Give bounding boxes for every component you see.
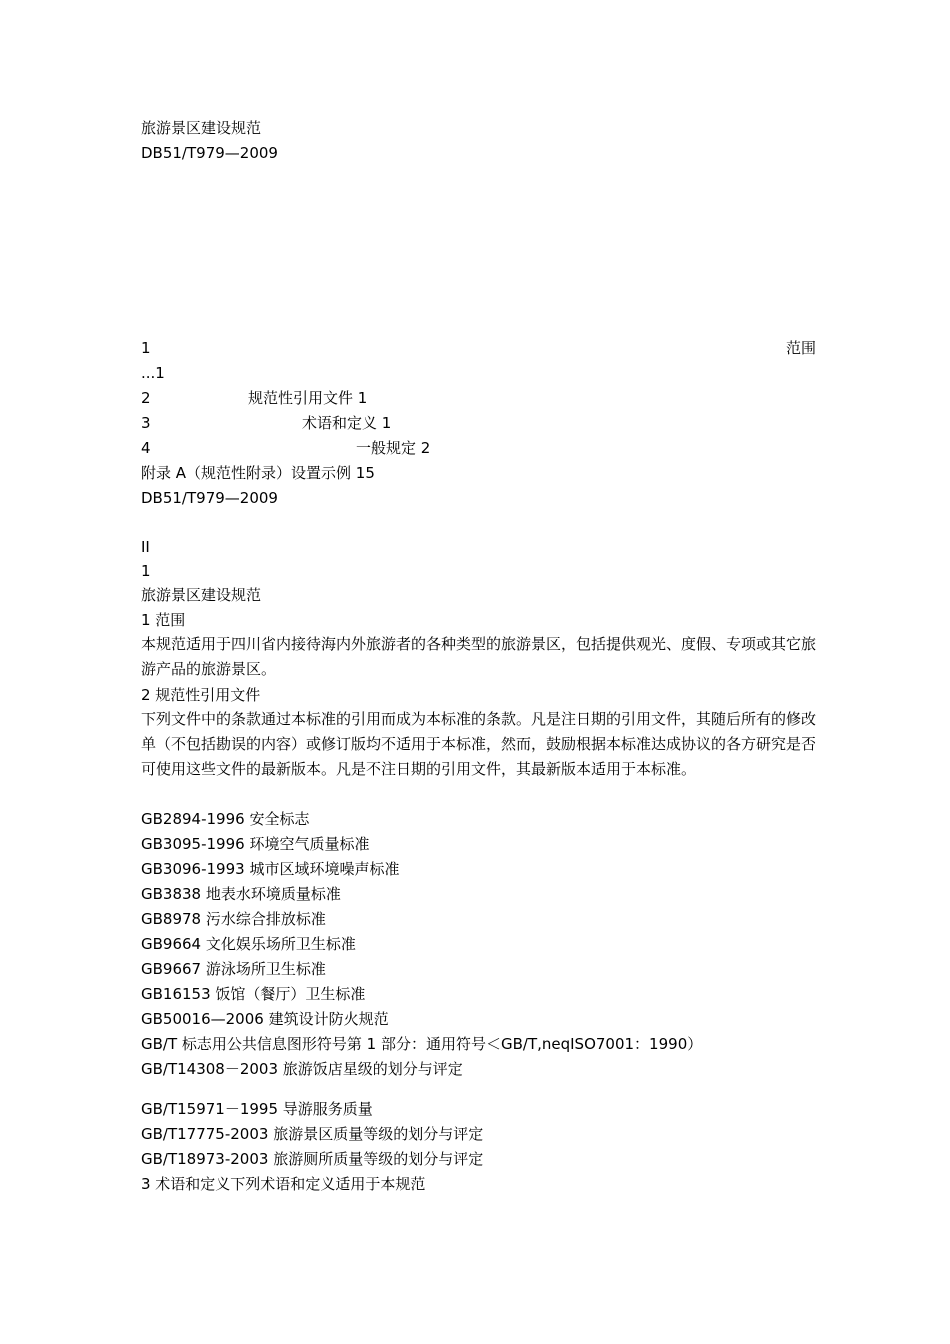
page-number-roman: II [141, 538, 150, 556]
body-title: 旅游景区建设规范 [141, 586, 262, 604]
reference-item: GB/T 标志用公共信息图形符号第 1 部分：通用符号＜GB/T,neqISO7001：1990） [141, 1035, 703, 1053]
reference-item: GB16153 饭馆（餐厅）卫生标准 [141, 985, 366, 1003]
section-2-text: 下列文件中的条款通过本标准的引用而成为本标准的条款。凡是注日期的引用文件，其随后所有的修改单（不包括勘误的内容）或修订版均不适用于本标准，然而，鼓励根据本标准达成协议的各方研究是否可使用这些文件的最新版本。凡是不注日期的引用文件，其最新版本适用于本标准。 [141, 710, 817, 778]
reference-item: GB/T14308－2003 旅游饭店星级的划分与评定 [141, 1060, 463, 1078]
reference-item: GB50016—2006 建筑设计防火规范 [141, 1010, 389, 1028]
toc-entry-3-number: 3 [141, 414, 151, 432]
toc-entry-3-title: 术语和定义 1 [302, 414, 392, 432]
reference-item: GB3096-1993 城市区域环境噪声标准 [141, 860, 400, 878]
reference-item: GB9664 文化娱乐场所卫生标准 [141, 935, 356, 953]
reference-item: GB/T18973-2003 旅游厕所质量等级的划分与评定 [141, 1150, 484, 1168]
reference-item: GB3095-1996 环境空气质量标准 [141, 835, 370, 853]
document-code: DB51/T979—2009 [141, 144, 278, 162]
toc-entry-4-number: 4 [141, 439, 151, 457]
document-title: 旅游景区建设规范 [141, 119, 262, 137]
section-1-heading: 1 范围 [141, 611, 186, 629]
reference-item: GB/T17775-2003 旅游景区质量等级的划分与评定 [141, 1125, 484, 1143]
reference-item: GB2894-1996 安全标志 [141, 810, 310, 828]
reference-item: GB8978 污水综合排放标准 [141, 910, 326, 928]
toc-entry-1-number: 1 [141, 339, 151, 357]
toc-entry-1-dots: ...1 [141, 364, 165, 382]
section-3-heading: 3 术语和定义下列术语和定义适用于本规范 [141, 1175, 426, 1193]
toc-entry-4-title: 一般规定 2 [356, 439, 431, 457]
toc-appendix: 附录 A（规范性附录）设置示例 15 [141, 464, 375, 482]
toc-entry-1-title: 范围 [785, 339, 816, 357]
page-number: 1 [141, 562, 151, 580]
reference-item: GB9667 游泳场所卫生标准 [141, 960, 326, 978]
reference-item: GB3838 地表水环境质量标准 [141, 885, 341, 903]
reference-item: GB/T15971－1995 导游服务质量 [141, 1100, 373, 1118]
toc-document-code: DB51/T979—2009 [141, 489, 278, 507]
toc-entry-2-title: 规范性引用文件 1 [248, 389, 368, 407]
section-2-heading: 2 规范性引用文件 [141, 686, 261, 704]
toc-entry-2-number: 2 [141, 389, 151, 407]
section-1-text: 本规范适用于四川省内接待海内外旅游者的各种类型的旅游景区，包括提供观光、度假、专项或其它旅游产品的旅游景区。 [141, 635, 817, 678]
